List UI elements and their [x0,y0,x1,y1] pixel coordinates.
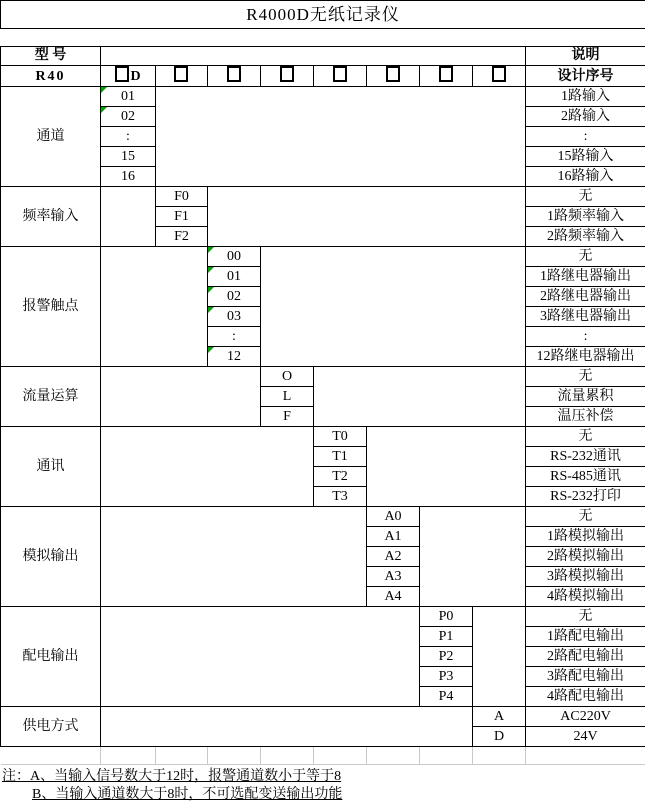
empty-cell [101,707,473,747]
model-code-box [367,66,420,87]
placeholder-box-icon [174,66,188,82]
gridline-cell [367,747,420,765]
description-cell: AC220V [526,707,645,727]
description-cell: 24V [526,727,645,747]
gridline-cell [314,747,367,765]
code-cell: A [473,707,526,727]
code-cell: 15 [101,147,156,167]
empty-cell [473,607,526,707]
code-cell: 01 [208,267,261,287]
description-cell: 2路配电输出 [526,647,645,667]
placeholder-box-icon [439,66,453,82]
code-cell: F0 [156,187,208,207]
title-row [1,1,645,29]
description-cell: 流量累积 [526,387,645,407]
code-cell: A3 [367,567,420,587]
model-code-box [208,66,261,87]
gridline-row [1,747,645,765]
model-code-box: D [101,66,156,87]
description-cell: RS-485通讯 [526,467,645,487]
empty-cell [101,247,208,367]
code-cell: 01 [101,87,156,107]
section-label-distribution-output: 配电输出 [1,607,101,707]
flag-triangle-icon [208,267,214,273]
code-cell: A1 [367,527,420,547]
section-label-analog-output: 模拟输出 [1,507,101,607]
gridline-cell [526,747,645,765]
description-cell: 4路模拟输出 [526,587,645,607]
section-label-communication: 通讯 [1,427,101,507]
description-cell: 1路输入 [526,87,645,107]
placeholder-box-icon [115,66,129,82]
code-cell: F [261,407,314,427]
code-cell: A0 [367,507,420,527]
option-row [1,247,645,267]
description-cell: 1路继电器输出 [526,267,645,287]
code-cell: L [261,387,314,407]
description-cell: 无 [526,187,645,207]
flag-triangle-icon [208,287,214,293]
spacer-cell [1,29,645,47]
code-cell: P2 [420,647,473,667]
note-b: B、当输入通道数大于8时，不可选配变送输出功能 [32,786,645,804]
gridline-cell [420,747,473,765]
model-header: 型 号 [1,47,101,66]
placeholder-box-icon [227,66,241,82]
empty-cell [101,187,156,247]
code-cell: P4 [420,687,473,707]
gridline-cell [1,747,101,765]
code-cell: 12 [208,347,261,367]
description-cell: 1路频率输入 [526,207,645,227]
empty-cell [101,367,261,427]
empty-cell [367,427,526,507]
description-cell: 1路模拟输出 [526,527,645,547]
code-cell: : [208,327,261,347]
model-code-box [420,66,473,87]
description-cell: 无 [526,427,645,447]
option-row [1,87,645,107]
empty-cell [420,507,526,607]
code-cell: F1 [156,207,208,227]
placeholder-box-icon [280,66,294,82]
code-cell: P1 [420,627,473,647]
description-cell: 2路继电器输出 [526,287,645,307]
empty-cell [156,87,526,187]
header-row-1 [1,47,645,66]
description-cell: 1路配电输出 [526,627,645,647]
description-cell: 无 [526,247,645,267]
section-label-frequency-input: 频率输入 [1,187,101,247]
spacer-row [1,29,645,47]
description-cell: 2路输入 [526,107,645,127]
gridline-cell [473,747,526,765]
code-cell: T3 [314,487,367,507]
placeholder-box-icon [386,66,400,82]
placeholder-box-icon [333,66,347,82]
description-cell: 3路配电输出 [526,667,645,687]
empty-cell [101,427,314,507]
code-cell: P0 [420,607,473,627]
note-a: 注：A、当输入信号数大于12时，报警通道数小于等于8 [2,768,645,786]
description-cell: 3路模拟输出 [526,567,645,587]
description-cell: 12路继电器输出 [526,347,645,367]
flag-triangle-icon [208,247,214,253]
code-cell: D [473,727,526,747]
section-label-channels: 通道 [1,87,101,187]
description-cell: RS-232通讯 [526,447,645,467]
code-cell: F2 [156,227,208,247]
description-cell: RS-232打印 [526,487,645,507]
description-cell: 15路输入 [526,147,645,167]
model-code-box [473,66,526,87]
code-cell: 16 [101,167,156,187]
code-cell: : [101,127,156,147]
gridline-cell [101,747,156,765]
code-cell: T2 [314,467,367,487]
option-row [1,707,645,727]
option-row [1,367,645,387]
description-cell: : [526,127,645,147]
code-cell: O [261,367,314,387]
code-cell: T0 [314,427,367,447]
empty-cell [261,247,526,367]
option-row [1,187,645,207]
description-cell: 2路模拟输出 [526,547,645,567]
code-cell: 02 [208,287,261,307]
flag-triangle-icon [101,87,107,93]
empty-cell [208,187,526,247]
serial-header: 设计序号 [526,66,645,87]
description-cell: 16路输入 [526,167,645,187]
code-cell: 03 [208,307,261,327]
flag-triangle-icon [101,107,107,113]
description-cell: : [526,327,645,347]
section-label-alarm-contacts: 报警触点 [1,247,101,367]
model-header-spacer [101,47,526,66]
description-cell: 温压补偿 [526,407,645,427]
model-code-box [156,66,208,87]
model-code-box [314,66,367,87]
description-header: 说明 [526,47,645,66]
empty-cell [101,607,420,707]
flag-triangle-icon [208,347,214,353]
empty-cell [314,367,526,427]
section-label-power-supply: 供电方式 [1,707,101,747]
gridline-cell [208,747,261,765]
page-title: R4000D无纸记录仪 [1,1,645,29]
code-cell: A2 [367,547,420,567]
code-cell: 00 [208,247,261,267]
model-code-box [261,66,314,87]
code-cell: P3 [420,667,473,687]
section-label-flow-calculation: 流量运算 [1,367,101,427]
model-prefix: R40 [1,66,101,87]
description-cell: 无 [526,607,645,627]
notes [0,765,645,804]
flag-triangle-icon [208,307,214,313]
description-cell: 无 [526,507,645,527]
description-cell: 4路配电输出 [526,687,645,707]
header-row-2 [1,66,645,87]
option-row [1,507,645,527]
option-row [1,427,645,447]
empty-cell [101,507,367,607]
description-cell: 无 [526,367,645,387]
code-cell: T1 [314,447,367,467]
code-cell: 02 [101,107,156,127]
description-cell: 3路继电器输出 [526,307,645,327]
code-cell: A4 [367,587,420,607]
placeholder-box-icon [492,66,506,82]
option-row [1,607,645,627]
gridline-cell [156,747,208,765]
gridline-cell [261,747,314,765]
description-cell: 2路频率输入 [526,227,645,247]
